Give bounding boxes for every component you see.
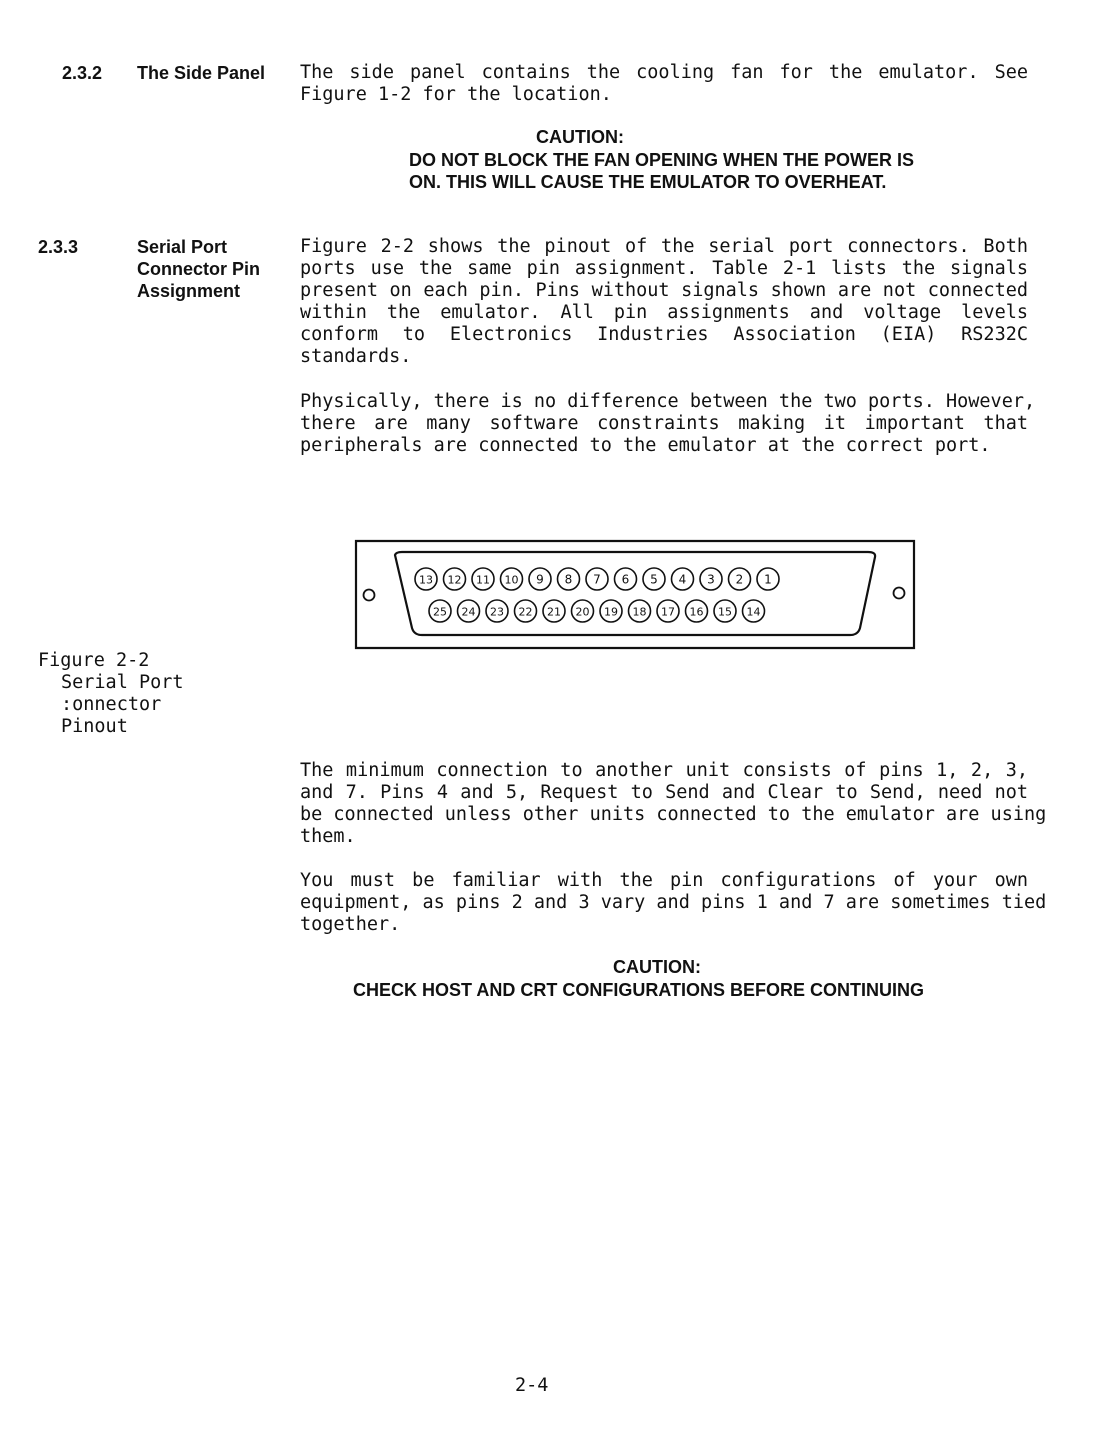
text-line: conform to Electronics Industries Association (EIA) RS232C: [300, 324, 1028, 345]
caption-line: Figure 2-2: [38, 650, 150, 671]
pin-label: 1: [764, 572, 772, 587]
caption-line: Pinout: [61, 716, 128, 737]
pin-label: 6: [621, 572, 630, 587]
text-line: present on each pin. Pins without signals shown are not connected: [300, 280, 1028, 301]
figure-caption: [38, 650, 184, 738]
section-title-line: Assignment: [137, 281, 241, 301]
caution-line: DO NOT BLOCK THE FAN OPENING WHEN THE POWER IS: [409, 150, 915, 170]
text-line: You must be familiar with the pin configurations of your own: [300, 870, 1028, 891]
text-line: The minimum connection to another unit consists of pins 1, 2, 3,: [300, 760, 1028, 781]
pin-label: 21: [547, 605, 561, 619]
pin-label: 16: [689, 605, 704, 619]
pin-label: 11: [476, 573, 490, 587]
pin-label: 13: [419, 573, 433, 587]
pin-label: 9: [536, 572, 544, 587]
text-line: Physically, there is no difference between the two ports. However,: [300, 391, 1036, 412]
page-number: 2-4: [515, 1375, 549, 1396]
text-line: equipment, as pins 2 and 3 vary and pins 1 and 7 are sometimes tied: [300, 892, 1047, 913]
text-line: Figure 2-2 shows the pinout of the serial port connectors. Both: [300, 236, 1028, 257]
text-line: ports use the same pin assignment. Table 2-1 lists the signals: [300, 258, 1028, 279]
text-line: Figure 1-2 for the location.: [300, 84, 612, 105]
text-line: standards.: [300, 346, 412, 367]
mounting-hole-right: [894, 588, 905, 599]
caution-text-config: CHECK HOST AND CRT CONFIGURATIONS BEFORE CONTINUING: [353, 980, 924, 1000]
connector-shell: [356, 541, 914, 648]
section-number-2-3-2: 2.3.2: [62, 63, 103, 83]
pin-configuration-paragraph: [300, 870, 1047, 936]
section-number-2-3-3: 2.3.3: [38, 237, 79, 257]
pin-label: 2: [735, 572, 744, 587]
pin-label: 10: [504, 573, 519, 587]
caption-line: :onnector: [61, 694, 162, 715]
pin-label: 12: [447, 573, 462, 587]
pin-label: 3: [707, 572, 715, 587]
minimum-connection-paragraph: [300, 760, 1047, 848]
text-line: The side panel contains the cooling fan for the emulator. See: [300, 62, 1028, 83]
caution-line: ON. THIS WILL CAUSE THE EMULATOR TO OVERHEAT.: [409, 172, 887, 192]
pin-label: 19: [604, 605, 618, 619]
section-title-side-panel: The Side Panel: [137, 63, 266, 83]
text-line: there are many software constraints making it important that: [300, 413, 1028, 434]
pin-label: 8: [564, 572, 573, 587]
text-line: them.: [300, 826, 356, 847]
pin-label: 25: [433, 605, 447, 619]
pin-label: 23: [490, 605, 504, 619]
pin-label: 20: [575, 605, 590, 619]
pin-label: 15: [718, 605, 732, 619]
section-title-line: Serial Port: [137, 237, 228, 257]
pin-label: 18: [632, 605, 647, 619]
pin-label: 22: [518, 605, 533, 619]
section-title-serial-port: [137, 236, 260, 302]
section-title-line: Connector Pin: [137, 259, 261, 279]
caution-text-fan: [409, 149, 915, 193]
serial-connector-diagram: [350, 535, 922, 653]
text-line: and 7. Pins 4 and 5, Request to Send and Clear to Send, need not: [300, 782, 1028, 803]
pinout-paragraph: [300, 236, 1028, 368]
ports-paragraph: [300, 391, 1036, 457]
text-line: together.: [300, 914, 401, 935]
pin-label: 24: [461, 605, 476, 619]
mounting-hole-left: [364, 590, 375, 601]
side-panel-paragraph: [300, 62, 1028, 106]
pins-top-row: [415, 568, 779, 590]
text-line: within the emulator. All pin assignments and voltage levels: [300, 302, 1028, 323]
pin-label: 5: [650, 572, 658, 587]
pin-label: 7: [593, 572, 601, 587]
text-line: peripherals are connected to the emulator at the correct port.: [300, 435, 991, 456]
pin-label: 17: [661, 605, 675, 619]
pin-label: 4: [678, 572, 687, 587]
caution-heading-config: CAUTION:: [613, 957, 701, 977]
pin-label: 14: [746, 605, 761, 619]
pins-bottom-row: [429, 600, 765, 622]
caution-heading-fan: CAUTION:: [536, 127, 624, 147]
caption-line: Serial Port: [61, 672, 184, 693]
text-line: be connected unless other units connected to the emulator are using: [300, 804, 1047, 825]
